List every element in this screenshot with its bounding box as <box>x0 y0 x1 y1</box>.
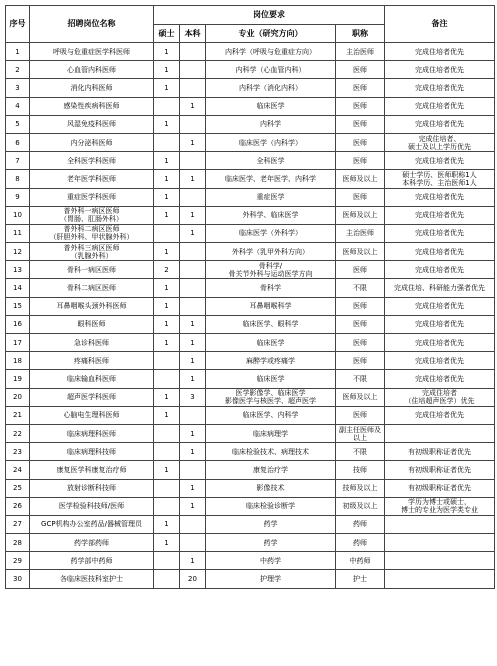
cell-remark: 完成住培者优先 <box>385 188 495 206</box>
cell-bachelor <box>180 43 206 61</box>
cell-bachelor <box>180 152 206 170</box>
cell-title: 医师及以上 <box>336 243 385 261</box>
cell-post: 感染性疾病科医师 <box>30 97 154 115</box>
cell-post: 骨科二病区医师 <box>30 279 154 297</box>
table-row <box>6 497 495 515</box>
cell-master <box>154 570 180 588</box>
cell-seq: 13 <box>6 261 30 279</box>
table-row <box>6 206 495 224</box>
cell-bachelor: 1 <box>180 133 206 151</box>
table-row <box>6 279 495 297</box>
table-row <box>6 243 495 261</box>
cell-post: 普外科三病区医师 （乳腺外科） <box>30 243 154 261</box>
table-row <box>6 443 495 461</box>
cell-remark: 硕士学历、医师职称1人 本科学历、主治医师1人 <box>385 170 495 188</box>
header-title: 职称 <box>336 25 385 43</box>
table-row <box>6 534 495 552</box>
cell-title: 医师 <box>336 152 385 170</box>
cell-bachelor: 20 <box>180 570 206 588</box>
cell-post: 康复医学科康复治疗师 <box>30 461 154 479</box>
cell-bachelor: 1 <box>180 497 206 515</box>
cell-major: 药学 <box>206 534 336 552</box>
cell-major: 耳鼻咽喉科学 <box>206 297 336 315</box>
cell-bachelor <box>180 279 206 297</box>
cell-bachelor: 1 <box>180 370 206 388</box>
table-row <box>6 79 495 97</box>
cell-major: 临床医学、老年医学、内科学 <box>206 170 336 188</box>
cell-master: 1 <box>154 152 180 170</box>
table-row <box>6 297 495 315</box>
cell-bachelor: 1 <box>180 315 206 333</box>
cell-title: 医师 <box>336 97 385 115</box>
cell-post: 骨科一病区医师 <box>30 261 154 279</box>
cell-title: 医师 <box>336 61 385 79</box>
cell-remark <box>385 552 495 570</box>
cell-seq: 30 <box>6 570 30 588</box>
cell-seq: 17 <box>6 334 30 352</box>
cell-master <box>154 97 180 115</box>
table-row <box>6 261 495 279</box>
cell-post: 眼科医师 <box>30 315 154 333</box>
cell-seq: 12 <box>6 243 30 261</box>
cell-master <box>154 224 180 242</box>
cell-master: 1 <box>154 515 180 533</box>
cell-title: 医师 <box>336 188 385 206</box>
table-row <box>6 388 495 406</box>
cell-post: 药学部药师 <box>30 534 154 552</box>
table-row <box>6 424 495 442</box>
cell-post: 疼痛科医师 <box>30 352 154 370</box>
cell-title: 主治医师 <box>336 43 385 61</box>
cell-seq: 25 <box>6 479 30 497</box>
cell-remark: 完成住培者优先 <box>385 261 495 279</box>
cell-post: 急诊科医师 <box>30 334 154 352</box>
cell-master <box>154 352 180 370</box>
cell-bachelor <box>180 188 206 206</box>
cell-major: 内科学（心血管内科） <box>206 61 336 79</box>
cell-bachelor <box>180 243 206 261</box>
cell-title: 初级及以上 <box>336 497 385 515</box>
cell-title: 医师 <box>336 334 385 352</box>
cell-master: 2 <box>154 261 180 279</box>
table-row <box>6 370 495 388</box>
header-major: 专业（研究方向） <box>206 25 336 43</box>
cell-master: 1 <box>154 115 180 133</box>
cell-major: 临床医学、眼科学 <box>206 315 336 333</box>
cell-remark <box>385 534 495 552</box>
cell-post: 耳鼻咽喉头颈外科医师 <box>30 297 154 315</box>
cell-bachelor <box>180 461 206 479</box>
cell-remark: 完成住培者优先 <box>385 352 495 370</box>
cell-post: 心脑电生理科医师 <box>30 406 154 424</box>
cell-master: 1 <box>154 206 180 224</box>
cell-remark <box>385 515 495 533</box>
cell-title: 医师 <box>336 297 385 315</box>
cell-major: 临床检验诊断学 <box>206 497 336 515</box>
header-post: 招聘岗位名称 <box>30 6 154 43</box>
cell-remark: 有初级职称证者优先 <box>385 479 495 497</box>
cell-title: 不限 <box>336 443 385 461</box>
table-row <box>6 461 495 479</box>
cell-bachelor <box>180 115 206 133</box>
cell-seq: 19 <box>6 370 30 388</box>
cell-bachelor: 1 <box>180 552 206 570</box>
cell-remark: 完成住培、科研能力强者优先 <box>385 279 495 297</box>
table-row <box>6 570 495 588</box>
cell-master: 1 <box>154 61 180 79</box>
cell-remark: 完成住培者优先 <box>385 79 495 97</box>
cell-major: 外科学、临床医学 <box>206 206 336 224</box>
cell-major: 临床医学 <box>206 334 336 352</box>
cell-remark: 完成住培者优先 <box>385 115 495 133</box>
cell-major: 临床医学（内科学） <box>206 133 336 151</box>
cell-master: 1 <box>154 461 180 479</box>
cell-bachelor: 1 <box>180 352 206 370</box>
cell-major: 内科学（呼吸与危重症方向） <box>206 43 336 61</box>
cell-master: 1 <box>154 170 180 188</box>
cell-title: 医师 <box>336 79 385 97</box>
cell-seq: 1 <box>6 43 30 61</box>
cell-remark: 完成住培者优先 <box>385 152 495 170</box>
cell-major: 中药学 <box>206 552 336 570</box>
cell-title: 医师及以上 <box>336 206 385 224</box>
cell-seq: 6 <box>6 133 30 151</box>
cell-major: 医学影像学、临床医学 影像医学与核医学、超声医学 <box>206 388 336 406</box>
cell-post: 普外科二病区医师 （肝胆外科、甲状腺外科） <box>30 224 154 242</box>
cell-major: 内科学（消化内科） <box>206 79 336 97</box>
cell-post: 临床输血科医师 <box>30 370 154 388</box>
cell-master: 1 <box>154 297 180 315</box>
cell-seq: 28 <box>6 534 30 552</box>
cell-title: 技师 <box>336 461 385 479</box>
cell-seq: 5 <box>6 115 30 133</box>
cell-seq: 21 <box>6 406 30 424</box>
cell-bachelor: 1 <box>180 479 206 497</box>
recruitment-table <box>5 5 495 589</box>
cell-seq: 7 <box>6 152 30 170</box>
cell-post: GCP机构办公室药品/器械管理员 <box>30 515 154 533</box>
cell-remark: 完成住培者优先 <box>385 206 495 224</box>
cell-remark: 完成住培者优先 <box>385 97 495 115</box>
header-remark: 备注 <box>385 6 495 43</box>
table-row <box>6 43 495 61</box>
cell-master: 1 <box>154 243 180 261</box>
cell-title: 医师 <box>336 406 385 424</box>
cell-master: 1 <box>154 334 180 352</box>
cell-seq: 14 <box>6 279 30 297</box>
cell-master <box>154 133 180 151</box>
cell-post: 消化内科医师 <box>30 79 154 97</box>
cell-seq: 8 <box>6 170 30 188</box>
cell-seq: 24 <box>6 461 30 479</box>
table-row <box>6 315 495 333</box>
cell-post: 普外科一病区医师 （胃肠、肛肠外科） <box>30 206 154 224</box>
cell-major: 外科学（乳甲外科方向） <box>206 243 336 261</box>
cell-seq: 27 <box>6 515 30 533</box>
cell-remark: 完成住培者优先 <box>385 43 495 61</box>
cell-seq: 26 <box>6 497 30 515</box>
cell-major: 护理学 <box>206 570 336 588</box>
cell-remark: 完成住培者优先 <box>385 297 495 315</box>
header-requirements: 岗位要求 <box>154 6 385 25</box>
cell-bachelor: 1 <box>180 97 206 115</box>
cell-major: 药学 <box>206 515 336 533</box>
cell-major: 临床医学 <box>206 370 336 388</box>
cell-major: 临床医学（外科学） <box>206 224 336 242</box>
cell-major: 影像技术 <box>206 479 336 497</box>
cell-master: 1 <box>154 315 180 333</box>
cell-remark: 有初级职称证者优先 <box>385 461 495 479</box>
cell-seq: 4 <box>6 97 30 115</box>
cell-seq: 9 <box>6 188 30 206</box>
cell-bachelor: 3 <box>180 388 206 406</box>
cell-title: 医师 <box>336 315 385 333</box>
cell-seq: 29 <box>6 552 30 570</box>
cell-master <box>154 552 180 570</box>
header-row-1 <box>6 6 495 25</box>
table-row <box>6 515 495 533</box>
cell-remark: 完成住培者优先 <box>385 224 495 242</box>
cell-master: 1 <box>154 79 180 97</box>
cell-post: 全科医学科医师 <box>30 152 154 170</box>
cell-post: 重症医学科医师 <box>30 188 154 206</box>
cell-post: 老年医学科医师 <box>30 170 154 188</box>
cell-title: 医师 <box>336 261 385 279</box>
cell-bachelor: 1 <box>180 224 206 242</box>
cell-post: 呼吸与危重症医学科医师 <box>30 43 154 61</box>
cell-post: 放射诊断科技师 <box>30 479 154 497</box>
cell-title: 药师 <box>336 515 385 533</box>
cell-remark: 完成住培者优先 <box>385 406 495 424</box>
cell-seq: 23 <box>6 443 30 461</box>
cell-seq: 2 <box>6 61 30 79</box>
cell-seq: 16 <box>6 315 30 333</box>
cell-post: 临床病理科技师 <box>30 443 154 461</box>
cell-remark: 完成住培者优先 <box>385 61 495 79</box>
cell-seq: 3 <box>6 79 30 97</box>
header-seq: 序号 <box>6 6 30 43</box>
cell-bachelor <box>180 79 206 97</box>
cell-title: 药师 <box>336 534 385 552</box>
cell-major: 康复治疗学 <box>206 461 336 479</box>
cell-major: 骨科学/ 骨关节外科与运动医学方向 <box>206 261 336 279</box>
table-row <box>6 97 495 115</box>
recruitment-table-wrapper <box>5 5 495 589</box>
cell-remark: 完成住培者 （住培超声医学）优先 <box>385 388 495 406</box>
cell-master: 1 <box>154 279 180 297</box>
cell-major: 临床病理学 <box>206 424 336 442</box>
table-row <box>6 170 495 188</box>
table-row <box>6 334 495 352</box>
cell-major: 全科医学 <box>206 152 336 170</box>
cell-major: 麻醉学或疼痛学 <box>206 352 336 370</box>
cell-major: 内科学 <box>206 115 336 133</box>
cell-bachelor: 1 <box>180 206 206 224</box>
cell-master: 1 <box>154 388 180 406</box>
cell-seq: 18 <box>6 352 30 370</box>
cell-title: 不限 <box>336 370 385 388</box>
cell-title: 护士 <box>336 570 385 588</box>
table-row <box>6 406 495 424</box>
cell-major: 骨科学 <box>206 279 336 297</box>
cell-seq: 10 <box>6 206 30 224</box>
cell-master <box>154 497 180 515</box>
cell-bachelor <box>180 406 206 424</box>
cell-seq: 20 <box>6 388 30 406</box>
cell-post: 药学部中药师 <box>30 552 154 570</box>
cell-seq: 15 <box>6 297 30 315</box>
cell-remark: 学历为博士或硕士， 博士的专业为医学类专业 <box>385 497 495 515</box>
table-row <box>6 188 495 206</box>
header-master: 硕士 <box>154 25 180 43</box>
cell-major: 重症医学 <box>206 188 336 206</box>
table-row <box>6 479 495 497</box>
cell-master <box>154 443 180 461</box>
header-bachelor: 本科 <box>180 25 206 43</box>
cell-master <box>154 424 180 442</box>
cell-remark: 完成住培者、 硕士及以上学历优先 <box>385 133 495 151</box>
cell-major: 临床检验技术、病理技术 <box>206 443 336 461</box>
cell-post: 内分泌科医师 <box>30 133 154 151</box>
table-row <box>6 224 495 242</box>
cell-title: 技师及以上 <box>336 479 385 497</box>
table-row <box>6 552 495 570</box>
table-row <box>6 61 495 79</box>
cell-title: 医师及以上 <box>336 388 385 406</box>
table-row <box>6 115 495 133</box>
cell-bachelor <box>180 61 206 79</box>
cell-bachelor: 1 <box>180 424 206 442</box>
cell-post: 医学检验科技师/医师 <box>30 497 154 515</box>
cell-remark: 完成住培者优先 <box>385 315 495 333</box>
cell-title: 不限 <box>336 279 385 297</box>
cell-remark <box>385 570 495 588</box>
cell-master: 1 <box>154 406 180 424</box>
cell-seq: 22 <box>6 424 30 442</box>
cell-major: 临床医学 <box>206 97 336 115</box>
cell-bachelor <box>180 297 206 315</box>
cell-major: 临床医学、内科学 <box>206 406 336 424</box>
cell-title: 医师 <box>336 133 385 151</box>
cell-title: 中药师 <box>336 552 385 570</box>
cell-master: 1 <box>154 534 180 552</box>
cell-master: 1 <box>154 43 180 61</box>
cell-bachelor <box>180 261 206 279</box>
cell-bachelor <box>180 534 206 552</box>
cell-post: 临床病理科医师 <box>30 424 154 442</box>
cell-post: 风湿免疫科医师 <box>30 115 154 133</box>
cell-master <box>154 370 180 388</box>
cell-master <box>154 479 180 497</box>
table-row <box>6 152 495 170</box>
table-body <box>6 43 495 589</box>
cell-remark: 完成住培者优先 <box>385 243 495 261</box>
cell-remark: 完成住培者优先 <box>385 370 495 388</box>
cell-bachelor <box>180 515 206 533</box>
cell-post: 各临床医技科室护士 <box>30 570 154 588</box>
cell-title: 医师及以上 <box>336 170 385 188</box>
cell-remark: 有初级职称证者优先 <box>385 443 495 461</box>
cell-remark: 完成住培者优先 <box>385 334 495 352</box>
table-row <box>6 133 495 151</box>
cell-title: 医师 <box>336 352 385 370</box>
cell-remark <box>385 424 495 442</box>
cell-post: 心血管内科医师 <box>30 61 154 79</box>
cell-title: 副主任医师及 以上 <box>336 424 385 442</box>
cell-post: 超声医学科医师 <box>30 388 154 406</box>
cell-title: 医师 <box>336 115 385 133</box>
cell-master: 1 <box>154 188 180 206</box>
cell-bachelor: 1 <box>180 443 206 461</box>
cell-bachelor: 1 <box>180 170 206 188</box>
cell-seq: 11 <box>6 224 30 242</box>
cell-bachelor: 1 <box>180 334 206 352</box>
cell-title: 主治医师 <box>336 224 385 242</box>
table-row <box>6 352 495 370</box>
